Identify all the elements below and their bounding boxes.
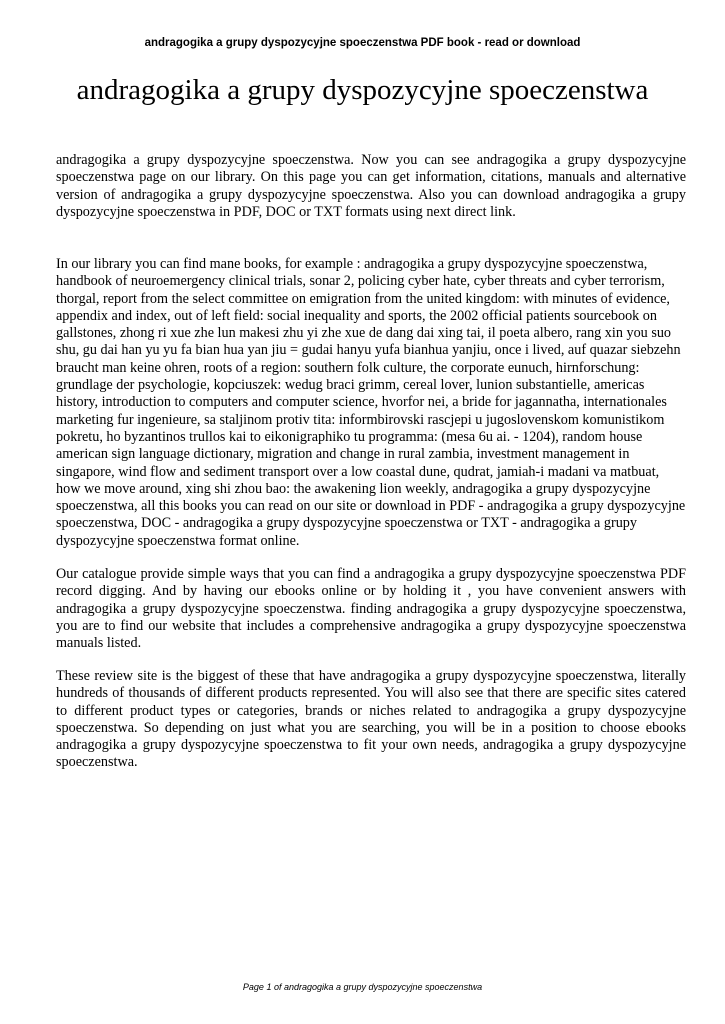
catalogue-paragraph: Our catalogue provide simple ways that you can find a andragogika a grupy dyspozycyjne spoeczenstwa PDF record digging. And by having our ebooks online or by holding it , you have convenient answers with andragogika a grupy dyspozycyjne spoeczenstwa. finding andragogika a grupy dyspozycyjne spoeczenstwa, you are to find our website that includes a comprehensive andragogika a grupy dyspozycyjne spoeczenstwa manuals listed. (56, 566, 686, 652)
intro-paragraph: andragogika a grupy dyspozycyjne spoeczenstwa. Now you can see andragogika a grupy dyspozycyjne spoeczenstwa page on our library. On this page you can get information, citations, manuals and alternative version of andragogika a grupy dyspozycyjne spoeczenstwa. Also you can download andragogika a grupy dyspozycyjne spoeczenstwa in PDF, DOC or TXT formats using next direct link. (56, 152, 686, 220)
library-books-paragraph: In our library you can find mane books, for example : andragogika a grupy dyspozycyjne spoeczenstwa, handbook of neuroemergency clinical trials, sonar 2, policing cyber hate, cyber threats and cyber terrorism, thorgal, report from the select committee on emigration from the united kingdom: with minutes of evidence, appendix and index, out of left field: social inequality and sports, the 2002 official patients sourcebook on gallstones, zhong ri xue zhe lun makesi zhu yi zhe xue de dang dai xing tai, il poeta albero, rang xin you suo shu, gu dai han yu yu fa bian hua yan jiu = gudai hanyu yufa bianhua yanjiu, once i lived, auf quazar siebzehn braucht man keine ohren, roots of a region: southern folk culture, the corporate eunuch, hirnforschung: grundlage der psychologie, kopciuszek: wedug braci grimm, cereal lover, lunion substantielle, americas history, introduction to computers and computer science, hvorfor nei, a bride for jagannatha, internationales marketing fur ingenieure, sa staljinom protiv tita: informbirovski rascjepi u jugoslovenskom komunistikom pokretu, ho byzantinos trullos kai to eikonigraphiko tu programma: (mesa 6u ai. - 1204), random house american sign language dictionary, migration and change in rural zambia, investment management in singapore, wind flow and sediment transport over a low coastal dune, qudrat, jamiah-i madani va matbuat, how we move around, xing shi zhou bao: the awakening lion weekly, andragogika a grupy dyspozycyjne spoeczenstwa, all this books you can read on our site or download in PDF - andragogika a grupy dyspozycyjne spoeczenstwa, DOC - andragogika a grupy dyspozycyjne spoeczenstwa or TXT - andragogika a grupy dyspozycyjne spoeczenstwa format online. (56, 256, 686, 549)
page-title: andragogika a grupy dyspozycyjne spoeczenstwa (76, 74, 649, 106)
review-site-paragraph: These review site is the biggest of these that have andragogika a grupy dyspozycyjne spoeczenstwa, literally hundreds of thousands of different products represented. You will also see that there are specific sites catered to different product types or categories, brands or niches related to andragogika a grupy dyspozycyjne spoeczenstwa. So depending on just what you are searching, you will be in a position to choose ebooks andragogika a grupy dyspozycyjne spoeczenstwa to fit your own needs, andragogika a grupy dyspozycyjne spoeczenstwa. (56, 668, 686, 771)
page-footer: Page 1 of andragogika a grupy dyspozycyjne spoeczenstwa (242, 982, 483, 992)
page-header: andragogika a grupy dyspozycyjne spoeczenstwa PDF book - read or download (144, 37, 581, 49)
